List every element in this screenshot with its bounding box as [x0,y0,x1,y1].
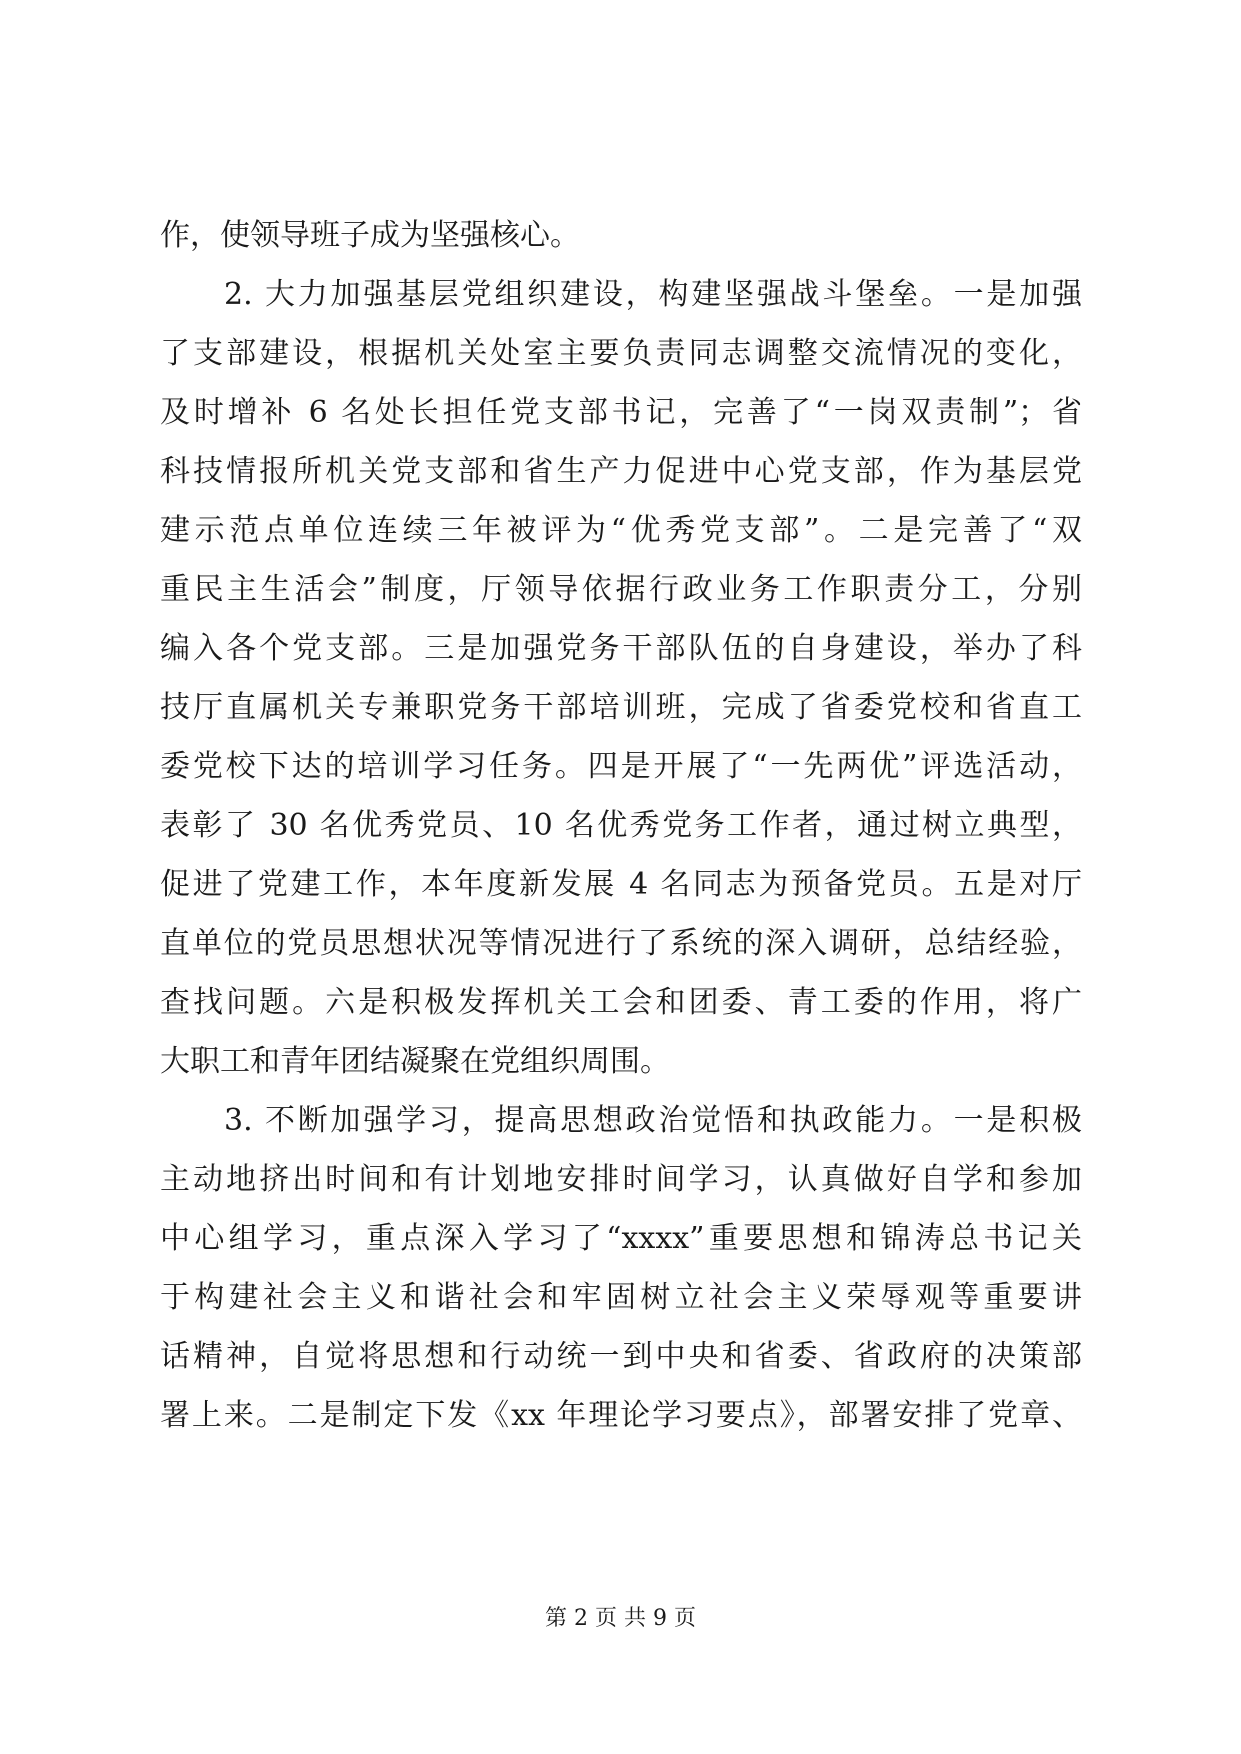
text-line: 技厅直属机关专兼职党务干部培训班，完成了省委党校和省直工 [160,690,1082,725]
paragraph-3-heading-line: 3. 不断加强学习，提高思想政治觉悟和执政能力。一是积极 [224,1103,1082,1138]
text-line: 中心组学习，重点深入学习了“xxxx”重要思想和锦涛总书记关 [160,1221,1082,1256]
text-line: 作，使领导班子成为坚强核心。 [160,218,580,253]
text-line: 科技情报所机关党支部和省生产力促进中心党支部，作为基层党 [160,454,1082,489]
text-line: 建示范点单位连续三年被评为“优秀党支部”。二是完善了“双 [160,513,1082,548]
text-line: 表彰了 30 名优秀党员、10 名优秀党务工作者，通过树立典型， [160,808,1082,843]
text-line: 于构建社会主义和谐社会和牢固树立社会主义荣辱观等重要讲 [160,1280,1082,1315]
text-line: 大职工和青年团结凝聚在党组织周围。 [160,1044,670,1079]
text-line: 话精神，自觉将思想和行动统一到中央和省委、省政府的决策部 [160,1339,1082,1374]
text-line: 委党校下达的培训学习任务。四是开展了“一先两优”评选活动， [160,749,1082,784]
text-line: 署上来。二是制定下发《xx 年理论学习要点》，部署安排了党章、 [160,1398,1082,1433]
text-line: 主动地挤出时间和有计划地安排时间学习，认真做好自学和参加 [160,1162,1082,1197]
text-line: 了支部建设，根据机关处室主要负责同志调整交流情况的变化， [160,336,1082,371]
text-line: 直单位的党员思想状况等情况进行了系统的深入调研，总结经验， [160,926,1082,961]
text-line: 重民主生活会”制度，厅领导依据行政业务工作职责分工，分别 [160,572,1082,607]
paragraph-2-heading-line: 2. 大力加强基层党组织建设，构建坚强战斗堡垒。一是加强 [224,277,1082,312]
text-line: 查找问题。六是积极发挥机关工会和团委、青工委的作用，将广 [160,985,1082,1020]
text-line: 编入各个党支部。三是加强党务干部队伍的自身建设，举办了科 [160,631,1082,666]
page-number-footer: 第 2 页 共 9 页 [545,1606,696,1631]
document-body [160,206,1082,1445]
text-line: 及时增补 6 名处长担任党支部书记，完善了“一岗双责制”；省 [160,395,1082,430]
text-line: 促进了党建工作，本年度新发展 4 名同志为预备党员。五是对厅 [160,867,1082,902]
